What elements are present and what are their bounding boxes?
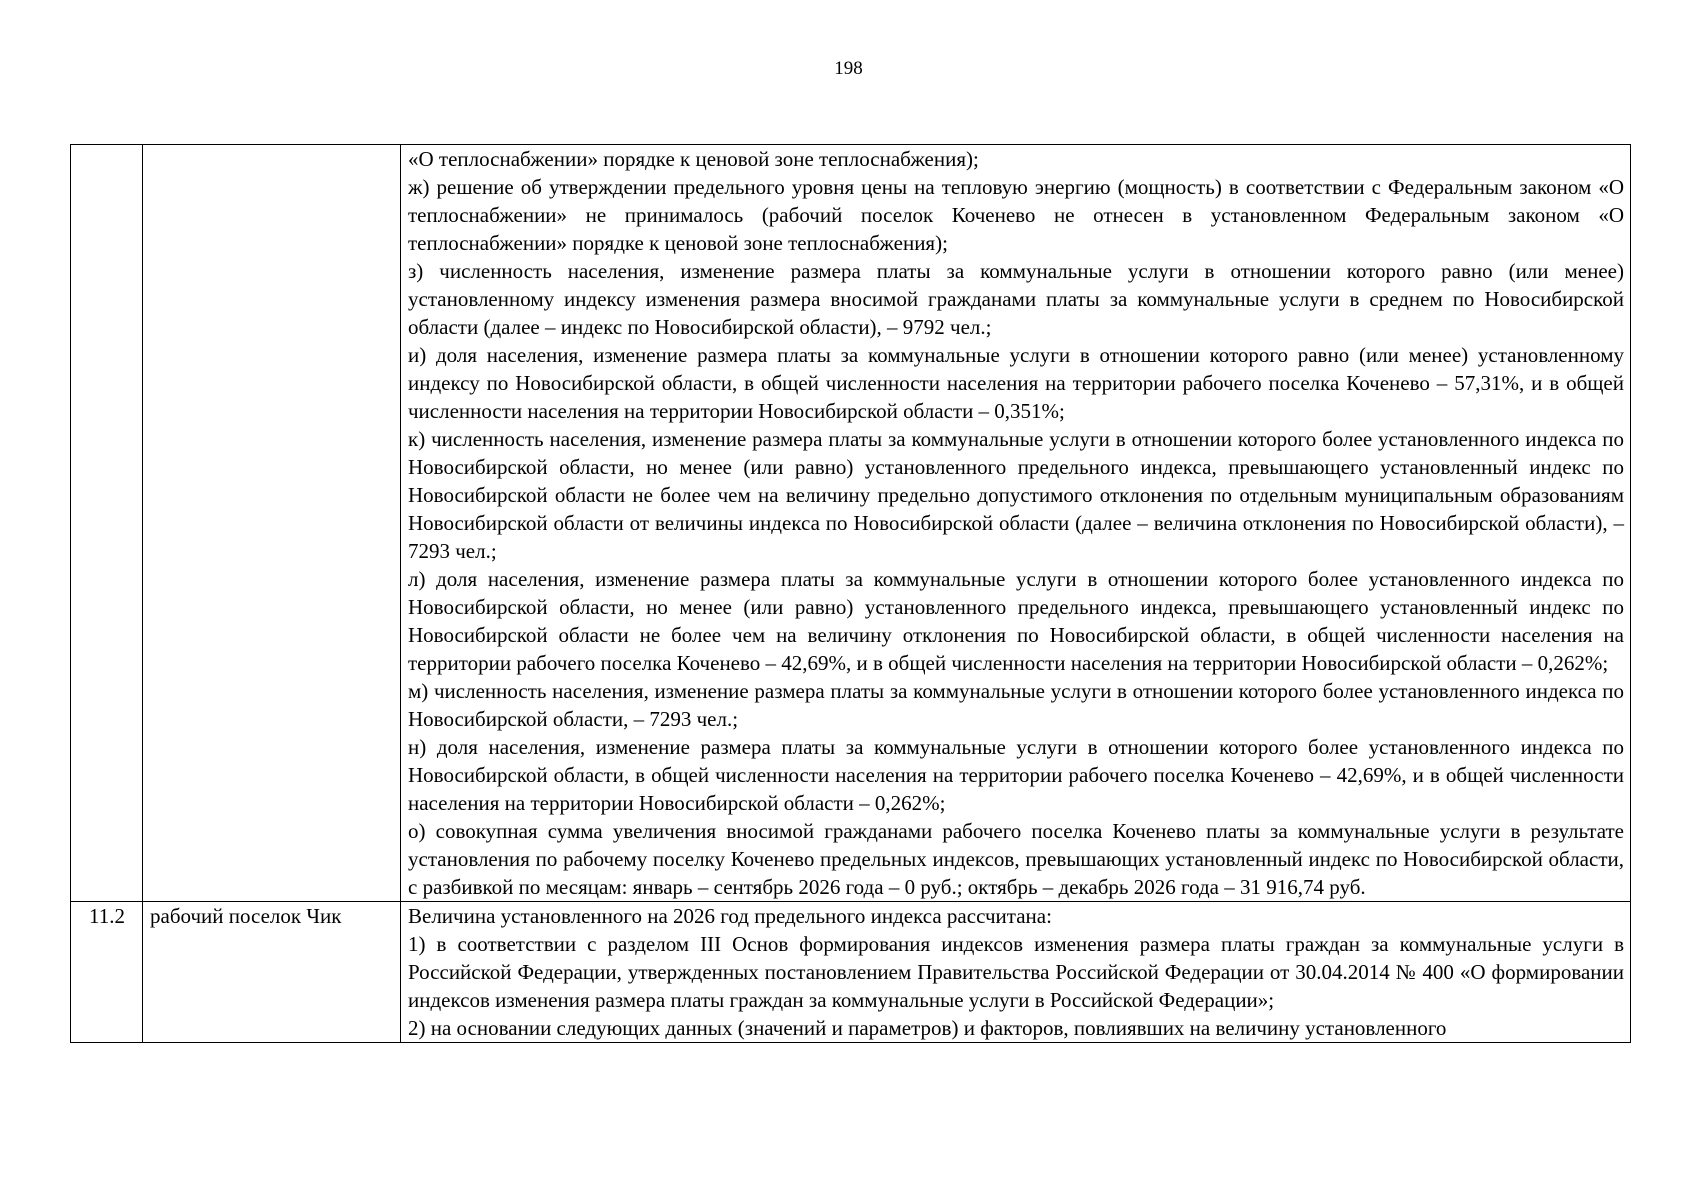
table-row bbox=[71, 902, 1631, 1043]
row-description-cell bbox=[401, 902, 1631, 1043]
paragraph: 1) в соответствии с разделом III Основ формирования индексов изменения размера платы граждан за коммунальные услуги в Российской Федерации, утвержденных постановлением Правительства Российской Федерации от 30.04.2014 № 400 «О формировании индексов изменения размера платы граждан за коммунальные услуги в Российской Федерации»; bbox=[408, 932, 1624, 1012]
row-number-cell: 11.2 bbox=[71, 902, 143, 1043]
row-name-cell bbox=[143, 145, 401, 902]
paragraph: и) доля населения, изменение размера платы за коммунальные услуги в отношении которого равно (или менее) установленному индексу по Новосибирской области, в общей численности населения на территории рабочего поселка Коченево – 57,31%, и в общей численности населения на территории Новосибирской области – 0,351%; bbox=[408, 343, 1624, 423]
table-row bbox=[71, 145, 1631, 902]
row-name-cell: рабочий поселок Чик bbox=[143, 902, 401, 1043]
row-number-cell bbox=[71, 145, 143, 902]
paragraph: 2) на основании следующих данных (значений и параметров) и факторов, повлиявших на величину установленного bbox=[408, 1016, 1447, 1040]
paragraph: м) численность населения, изменение размера платы за коммунальные услуги в отношении которого более установленного индекса по Новосибирской области, – 7293 чел.; bbox=[408, 679, 1624, 731]
paragraph: к) численность населения, изменение размера платы за коммунальные услуги в отношении которого более установленного индекса по Новосибирской области, но менее (или равно) установленного предельного индекса, превышающего установленный индекс по Новосибирской области не более чем на величину предельно допустимого отклонения по отдельным муниципальным образованиям Новосибирской области от величины индекса по Новосибирской области (далее – величина отклонения по Новосибирской области), – 7293 чел.; bbox=[408, 427, 1624, 563]
document-table bbox=[70, 144, 1631, 1043]
page-number: 198 bbox=[834, 58, 863, 79]
paragraph: о) совокупная сумма увеличения вносимой гражданами рабочего поселка Коченево платы за коммунальные услуги в результате установления по рабочему поселку Коченево предельных индексов, превышающих установленный индекс по Новосибирской области, с разбивкой по месяцам: январь – сентябрь 2026 года – 0 руб.; октябрь – декабрь 2026 года – 31 916,74 руб. bbox=[408, 819, 1624, 899]
paragraph: «О теплоснабжении» порядке к ценовой зоне теплоснабжения); bbox=[408, 147, 979, 171]
paragraph: л) доля населения, изменение размера платы за коммунальные услуги в отношении которого более установленного индекса по Новосибирской области, но менее (или равно) установленного предельного индекса, превышающего установленный индекс по Новосибирской области не более чем на величину отклонения по Новосибирской области, в общей численности населения на территории рабочего поселка Коченево – 42,69%, и в общей численности населения на территории Новосибирской области – 0,262%; bbox=[408, 567, 1624, 675]
paragraph: з) численность населения, изменение размера платы за коммунальные услуги в отношении которого равно (или менее) установленному индексу изменения размера вносимой гражданами платы за коммунальные услуги в среднем по Новосибирской области (далее – индекс по Новосибирской области), – 9792 чел.; bbox=[408, 259, 1624, 339]
paragraph: ж) решение об утверждении предельного уровня цены на тепловую энергию (мощность) в соответствии с Федеральным законом «О теплоснабжении» не принималось (рабочий поселок Коченево не отнесен в установленном Федеральным законом «О теплоснабжении» порядке к ценовой зоне теплоснабжения); bbox=[408, 175, 1624, 255]
row-description-cell bbox=[401, 145, 1631, 902]
paragraph: н) доля населения, изменение размера платы за коммунальные услуги в отношении которого более установленного индекса по Новосибирской области, в общей численности населения на территории рабочего поселка Коченево – 42,69%, и в общей численности населения на территории Новосибирской области – 0,262%; bbox=[408, 735, 1624, 815]
paragraph: Величина установленного на 2026 год предельного индекса рассчитана: bbox=[408, 904, 1052, 928]
